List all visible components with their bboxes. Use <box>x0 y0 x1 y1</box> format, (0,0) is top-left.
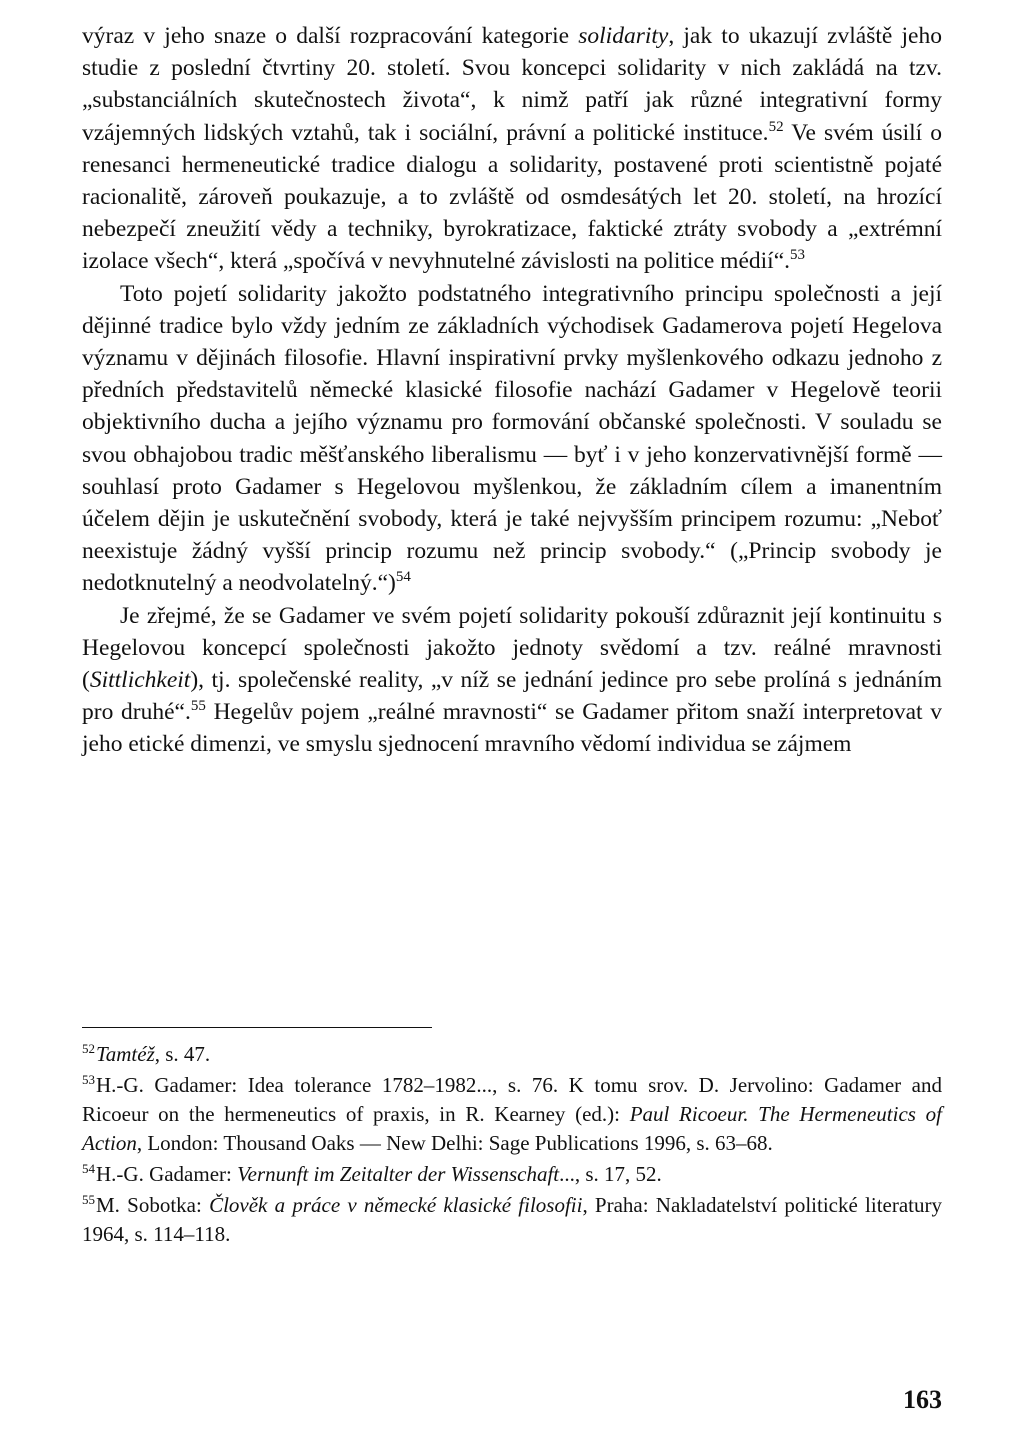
footnote-emphasis: Tamtéž <box>96 1042 155 1066</box>
p1-text-2: , jak to ukazují zvláště jeho studie z poslední čtvrtiny 20. století. Svou koncepci solidarity v nich zakládá na tzv. „substanciálních skutečnostech života“, k nimž patří jak různé integrativní formy vzájemných lidských vztahů, tak i sociální, právní a politické instituce. <box>82 23 942 146</box>
footnote-52 <box>82 1040 942 1069</box>
footnote-53 <box>82 1071 942 1158</box>
paragraph-1 <box>82 20 942 278</box>
paragraph-2 <box>82 278 942 600</box>
footnote-number: 53 <box>82 1072 95 1087</box>
footnote-emphasis: Paul Ricoeur. The Hermeneutics of Action <box>82 1102 942 1155</box>
main-text <box>82 20 942 761</box>
footnote-55 <box>82 1191 942 1249</box>
footnotes <box>82 1040 942 1251</box>
footnote-ref-54[interactable]: 54 <box>395 569 411 586</box>
p3-text-1: Je zřejmé, že se Gadamer ve svém pojetí solidarity pokouší zdůraznit její kontinuitu s Hegelovou koncepcí společnosti jakožto jednoty svědomí a tzv. reálné mravnosti ( <box>82 602 942 694</box>
footnote-text: , Praha: Nakladatelství politické literatury 1964, s. 114–118. <box>82 1193 943 1246</box>
footnote-ref-53[interactable]: 53 <box>790 247 805 264</box>
footnote-number: 54 <box>82 1161 95 1176</box>
footnote-text: , s. 47. <box>154 1042 211 1066</box>
footnote-54 <box>82 1160 942 1189</box>
footnote-text: M. Sobotka: <box>96 1193 210 1217</box>
footnote-ref-52[interactable]: 52 <box>768 118 784 135</box>
footnote-text: H.-G. Gadamer: <box>96 1162 238 1186</box>
p3-emphasis-sittlichkeit: Sittlichkeit <box>89 667 191 694</box>
footnote-text: H.-G. Gadamer: Idea tolerance 1782–1982..., s. 76. K tomu srov. D. Jervolino: Gadamer and Ricoeur on the hermeneutics of praxis, in R. Kearney (ed.): <box>82 1073 942 1126</box>
p1-text-3: Ve svém úsilí o renesanci hermeneutické tradice dialogu a solidarity, postavené proti scientistně pojaté racionalitě, zároveň poukazuje, a to zvláště od osmdesátých let 20. století, na hrozící nebezpečí zneužití vědy a techniky, byrokratizace, faktické ztráty svobody a „extrémní izolace všech“, která „spočívá v nevyhnutelné závislosti na politice médií“. <box>82 119 942 275</box>
footnote-ref-55[interactable]: 55 <box>190 698 206 715</box>
footnote-emphasis: Člověk a práce v německé klasické filosofii <box>209 1193 583 1217</box>
footnote-divider <box>82 1027 432 1028</box>
p1-text-1: výraz v jeho snaze o další rozpracování kategorie <box>82 23 579 49</box>
footnote-text: ..., s. 17, 52. <box>559 1162 662 1186</box>
footnote-text: , London: Thousand Oaks — New Delhi: Sage Publications 1996, s. 63–68. <box>136 1131 773 1155</box>
page-number: 163 <box>903 1385 942 1414</box>
paragraph-3 <box>82 600 942 761</box>
p3-text-3: Hegelův pojem „reálné mravnosti“ se Gadamer přitom snaží interpretovat v jeho etické dimenzi, ve smyslu sjednocení mravního vědomí individua se zájmem <box>82 699 943 758</box>
p1-emphasis-solidarity: solidarity <box>578 23 669 49</box>
footnote-number: 55 <box>82 1192 95 1207</box>
p2-text-1: Toto pojetí solidarity jakožto podstatného integrativního principu společnosti a její dějinné tradice bylo vždy jedním ze základních východisek Gadamerova pojetí Hegelova významu v dějinách filosofie. Hlavní inspirativní prvky myšlenkového odkazu jednoho z předních představitelů německé klasické filosofie nachází Gadamer v Hegelově teorii objektivního ducha a jejího významu pro formování občanské společnosti. V souladu se svou obhajobou tradic měšťanského liberalismu — byť i v jeho konzervativnější formě — souhlasí proto Gadamer s Hegelovou myšlenkou, že základním cílem a imanentním účelem dějin je uskutečnění svobody, která je také nejvyšším principem rozumu: „Neboť neexistuje žádný vyšší princip rozumu než princip svobody.“ („Princip svobody je nedotknutelný a neodvolatelný.“) <box>82 280 942 597</box>
p3-text-2: ), tj. společenské reality, „v níž se jednání jedince pro sebe prolíná s jednáním pro druhé“. <box>82 667 942 726</box>
footnote-emphasis: Vernunft im Zeitalter der Wissenschaft <box>237 1162 560 1186</box>
footnote-number: 52 <box>82 1041 95 1056</box>
